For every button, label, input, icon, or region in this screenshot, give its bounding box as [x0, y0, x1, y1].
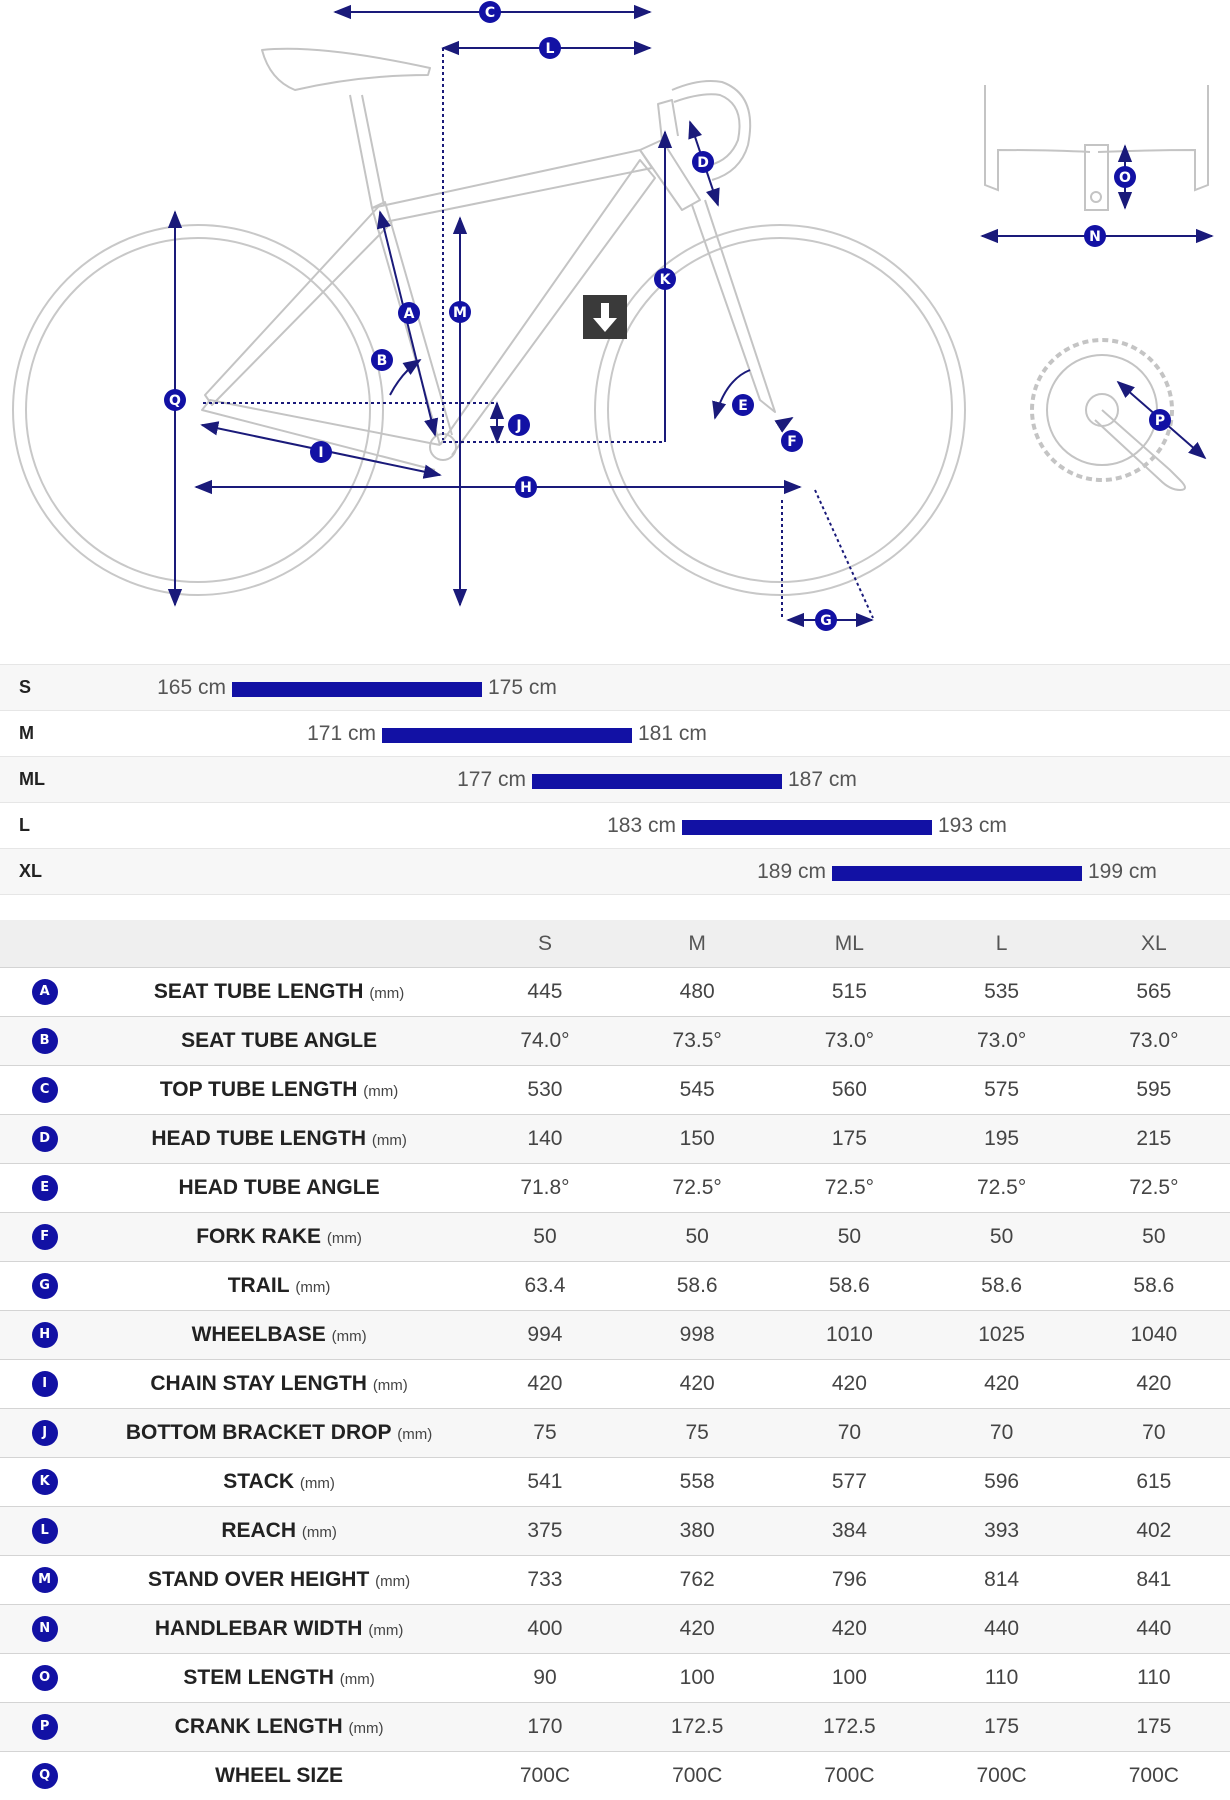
row-badge-cell [0, 1458, 89, 1507]
column-header: ML [773, 920, 925, 968]
measurement-unit: (mm) [368, 1622, 404, 1639]
height-row-size: ML [19, 769, 45, 789]
badge-k [654, 268, 676, 290]
svg-text:M: M [453, 305, 467, 321]
height-max-label: 181 cm [638, 722, 707, 745]
value-cell: 375 [469, 1507, 621, 1556]
badge-i [310, 441, 332, 463]
measurement-badge: I [32, 1371, 58, 1397]
svg-text:H: H [520, 480, 532, 496]
measurement-badge: F [32, 1224, 58, 1250]
value-cell: 50 [469, 1213, 621, 1262]
height-max-label: 187 cm [788, 768, 857, 791]
value-cell: 1025 [926, 1311, 1078, 1360]
value-cell: 140 [469, 1115, 621, 1164]
row-name-cell [89, 1703, 469, 1752]
measurement-name: TOP TUBE LENGTH [159, 1078, 358, 1101]
height-min-label: 183 cm [607, 814, 676, 837]
value-cell: 58.6 [773, 1262, 925, 1311]
front-wheel [595, 225, 965, 595]
download-button[interactable] [583, 295, 627, 339]
value-cell: 615 [1078, 1458, 1230, 1507]
table-row [0, 1213, 1230, 1262]
measurement-badge: P [32, 1714, 58, 1740]
measurement-badge: H [32, 1322, 58, 1348]
badge-j [508, 414, 530, 436]
measurement-unit: (mm) [339, 1671, 375, 1688]
svg-text:J: J [516, 418, 522, 434]
badge-p [1149, 409, 1171, 431]
svg-text:C: C [484, 5, 496, 21]
badge-o [1114, 166, 1136, 188]
row-badge-cell [0, 1409, 89, 1458]
table-row [0, 968, 1230, 1017]
measurement-name: TRAIL [227, 1274, 290, 1297]
height-range-bar [532, 774, 782, 789]
table-row [0, 1507, 1230, 1556]
value-cell: 73.0° [773, 1017, 925, 1066]
height-row [0, 848, 1230, 895]
height-row [0, 756, 1230, 802]
table-row [0, 1360, 1230, 1409]
value-cell: 58.6 [926, 1262, 1078, 1311]
rear-wheel [13, 225, 383, 595]
value-cell: 535 [926, 968, 1078, 1017]
value-cell: 70 [926, 1409, 1078, 1458]
value-cell: 596 [926, 1458, 1078, 1507]
measurement-name: STAND OVER HEIGHT [148, 1568, 370, 1591]
value-cell: 420 [1078, 1360, 1230, 1409]
badge-f [781, 430, 803, 452]
value-cell: 998 [621, 1311, 773, 1360]
badge-n [1084, 225, 1106, 247]
height-row [0, 710, 1230, 756]
row-badge-cell [0, 1360, 89, 1409]
value-cell: 560 [773, 1066, 925, 1115]
value-cell: 70 [1078, 1409, 1230, 1458]
value-cell: 814 [926, 1556, 1078, 1605]
handlebar-inset [985, 85, 1208, 210]
measurement-badge: C [32, 1077, 58, 1103]
value-cell: 393 [926, 1507, 1078, 1556]
measurement-unit: (mm) [301, 1524, 337, 1541]
height-min-label: 171 cm [307, 722, 376, 745]
measurement-unit: (mm) [295, 1279, 331, 1296]
svg-text:P: P [1154, 413, 1166, 429]
column-header: S [469, 920, 621, 968]
badge-q [164, 389, 186, 411]
value-cell: 50 [773, 1213, 925, 1262]
row-name-cell [89, 968, 469, 1017]
value-cell: 110 [1078, 1654, 1230, 1703]
measurement-name: SEAT TUBE ANGLE [181, 1029, 378, 1052]
value-cell: 73.0° [926, 1017, 1078, 1066]
height-min-label: 177 cm [457, 768, 526, 791]
row-name-cell [89, 1752, 469, 1800]
measurement-name: HEAD TUBE LENGTH [151, 1127, 366, 1150]
value-cell: 700C [469, 1752, 621, 1800]
row-badge-cell [0, 1066, 89, 1115]
measurement-name: SEAT TUBE LENGTH [153, 980, 364, 1003]
value-cell: 420 [621, 1360, 773, 1409]
table-row [0, 1311, 1230, 1360]
value-cell: 700C [1078, 1752, 1230, 1800]
value-cell: 71.8° [469, 1164, 621, 1213]
value-cell: 796 [773, 1556, 925, 1605]
value-cell: 110 [926, 1654, 1078, 1703]
row-badge-cell [0, 1703, 89, 1752]
value-cell: 215 [1078, 1115, 1230, 1164]
badge-m [449, 301, 471, 323]
value-cell: 420 [469, 1360, 621, 1409]
table-row [0, 1654, 1230, 1703]
svg-text:K: K [659, 272, 671, 288]
bike-geometry-diagram [0, 0, 1230, 660]
measurement-name: STEM LENGTH [183, 1666, 334, 1689]
row-name-cell [89, 1115, 469, 1164]
height-max-label: 175 cm [488, 676, 557, 699]
row-badge-cell [0, 1752, 89, 1800]
row-name-cell [89, 1654, 469, 1703]
value-cell: 420 [621, 1605, 773, 1654]
value-cell: 75 [621, 1409, 773, 1458]
row-badge-cell [0, 1507, 89, 1556]
svg-text:I: I [318, 445, 324, 461]
row-badge-cell [0, 1017, 89, 1066]
value-cell: 420 [926, 1360, 1078, 1409]
svg-text:G: G [820, 613, 832, 629]
value-cell: 175 [926, 1703, 1078, 1752]
value-cell: 50 [1078, 1213, 1230, 1262]
value-cell: 72.5° [621, 1164, 773, 1213]
measurement-name: FORK RAKE [196, 1225, 322, 1248]
value-cell: 541 [469, 1458, 621, 1507]
measurement-name: HEAD TUBE ANGLE [178, 1176, 380, 1199]
measurement-badge: J [32, 1420, 58, 1446]
measurement-name: CRANK LENGTH [174, 1715, 343, 1738]
value-cell: 762 [621, 1556, 773, 1605]
value-cell: 994 [469, 1311, 621, 1360]
svg-text:Q: Q [169, 393, 181, 409]
value-cell: 75 [469, 1409, 621, 1458]
value-cell: 420 [773, 1605, 925, 1654]
header-blank [0, 920, 89, 968]
table-row [0, 1066, 1230, 1115]
height-max-label: 199 cm [1088, 860, 1157, 883]
height-min-label: 189 cm [757, 860, 826, 883]
row-name-cell [89, 1262, 469, 1311]
height-row [0, 664, 1230, 710]
row-name-cell [89, 1017, 469, 1066]
value-cell: 195 [926, 1115, 1078, 1164]
height-row-size: XL [19, 861, 43, 881]
measurement-unit: (mm) [371, 1132, 407, 1149]
measurement-badge: N [32, 1616, 58, 1642]
row-name-cell [89, 1360, 469, 1409]
svg-text:A: A [403, 306, 415, 322]
measurement-badge: O [32, 1665, 58, 1691]
row-badge-cell [0, 1213, 89, 1262]
measurement-unit: (mm) [299, 1475, 335, 1492]
value-cell: 558 [621, 1458, 773, 1507]
row-badge-cell [0, 1605, 89, 1654]
value-cell: 74.0° [469, 1017, 621, 1066]
value-cell: 172.5 [621, 1703, 773, 1752]
value-cell: 172.5 [773, 1703, 925, 1752]
row-badge-cell [0, 1115, 89, 1164]
table-header-row [0, 920, 1230, 968]
column-header: M [621, 920, 773, 968]
value-cell: 445 [469, 968, 621, 1017]
bike-frame [202, 49, 775, 470]
value-cell: 841 [1078, 1556, 1230, 1605]
table-row [0, 1115, 1230, 1164]
measurement-unit: (mm) [348, 1720, 384, 1737]
column-header: L [926, 920, 1078, 968]
measurement-name: WHEEL SIZE [215, 1764, 344, 1787]
measurement-badge: G [32, 1273, 58, 1299]
svg-text:L: L [545, 41, 555, 57]
value-cell: 170 [469, 1703, 621, 1752]
value-cell: 440 [926, 1605, 1078, 1654]
table-row [0, 1262, 1230, 1311]
row-name-cell [89, 1458, 469, 1507]
badge-a [398, 302, 420, 324]
value-cell: 72.5° [1078, 1164, 1230, 1213]
value-cell: 420 [773, 1360, 925, 1409]
measurement-name: STACK [223, 1470, 295, 1493]
row-badge-cell [0, 1311, 89, 1360]
value-cell: 700C [926, 1752, 1078, 1800]
height-row-size: L [19, 815, 30, 835]
row-name-cell [89, 1507, 469, 1556]
value-cell: 440 [1078, 1605, 1230, 1654]
svg-text:O: O [1119, 170, 1131, 186]
value-cell: 1040 [1078, 1311, 1230, 1360]
measurement-unit: (mm) [331, 1328, 367, 1345]
row-badge-cell [0, 1164, 89, 1213]
table-row [0, 1458, 1230, 1507]
row-name-cell [89, 1164, 469, 1213]
value-cell: 565 [1078, 968, 1230, 1017]
value-cell: 73.0° [1078, 1017, 1230, 1066]
row-badge-cell [0, 1262, 89, 1311]
measurement-name: WHEELBASE [191, 1323, 326, 1346]
badge-l [539, 37, 561, 59]
value-cell: 1010 [773, 1311, 925, 1360]
table-row [0, 1164, 1230, 1213]
value-cell: 175 [1078, 1703, 1230, 1752]
badge-c [479, 1, 501, 23]
table-row [0, 1017, 1230, 1066]
height-range-bar [682, 820, 932, 835]
value-cell: 480 [621, 968, 773, 1017]
row-name-cell [89, 1213, 469, 1262]
measurement-unit: (mm) [397, 1426, 433, 1443]
measurement-badge: Q [32, 1763, 58, 1789]
value-cell: 384 [773, 1507, 925, 1556]
value-cell: 577 [773, 1458, 925, 1507]
measurement-unit: (mm) [326, 1230, 362, 1247]
rider-height-chart [0, 664, 1230, 895]
measurement-unit: (mm) [363, 1083, 399, 1100]
value-cell: 58.6 [1078, 1262, 1230, 1311]
value-cell: 90 [469, 1654, 621, 1703]
svg-text:D: D [697, 155, 709, 171]
badge-h [515, 476, 537, 498]
measurement-badge: A [32, 979, 58, 1005]
value-cell: 100 [621, 1654, 773, 1703]
value-cell: 380 [621, 1507, 773, 1556]
table-row [0, 1409, 1230, 1458]
height-row-size: M [19, 723, 34, 743]
measurement-unit: (mm) [369, 985, 405, 1002]
value-cell: 175 [773, 1115, 925, 1164]
value-cell: 150 [621, 1115, 773, 1164]
measurement-name: BOTTOM BRACKET DROP [125, 1421, 392, 1444]
value-cell: 100 [773, 1654, 925, 1703]
measurement-lines [175, 12, 1212, 620]
measurement-unit: (mm) [375, 1573, 411, 1590]
value-cell: 58.6 [621, 1262, 773, 1311]
measurement-badge: M [32, 1567, 58, 1593]
measurement-badge: D [32, 1126, 58, 1152]
row-name-cell [89, 1311, 469, 1360]
value-cell: 515 [773, 968, 925, 1017]
value-cell: 70 [773, 1409, 925, 1458]
geometry-table [0, 920, 1230, 1800]
value-cell: 73.5° [621, 1017, 773, 1066]
value-cell: 575 [926, 1066, 1078, 1115]
row-name-cell [89, 1409, 469, 1458]
value-cell: 530 [469, 1066, 621, 1115]
measurement-badge: K [32, 1469, 58, 1495]
value-cell: 700C [773, 1752, 925, 1800]
value-cell: 733 [469, 1556, 621, 1605]
value-cell: 63.4 [469, 1262, 621, 1311]
value-cell: 595 [1078, 1066, 1230, 1115]
value-cell: 400 [469, 1605, 621, 1654]
row-name-cell [89, 1556, 469, 1605]
table-row [0, 1703, 1230, 1752]
value-cell: 72.5° [926, 1164, 1078, 1213]
measurement-name: REACH [221, 1519, 296, 1542]
row-name-cell [89, 1066, 469, 1115]
svg-text:E: E [738, 398, 748, 414]
measurement-unit: (mm) [372, 1377, 408, 1394]
badge-g [815, 609, 837, 631]
height-range-bar [232, 682, 482, 697]
measurement-name: HANDLEBAR WIDTH [154, 1617, 363, 1640]
row-name-cell [89, 1605, 469, 1654]
svg-text:F: F [787, 434, 797, 450]
table-row [0, 1605, 1230, 1654]
badge-d [692, 151, 714, 173]
svg-text:B: B [376, 353, 388, 369]
row-badge-cell [0, 1556, 89, 1605]
table-row [0, 1556, 1230, 1605]
measurement-badge: E [32, 1175, 58, 1201]
height-row [0, 802, 1230, 848]
value-cell: 50 [926, 1213, 1078, 1262]
badge-b [371, 349, 393, 371]
value-cell: 700C [621, 1752, 773, 1800]
measurement-badge: L [32, 1518, 58, 1544]
row-badge-cell [0, 968, 89, 1017]
header-blank [89, 920, 469, 968]
height-min-label: 165 cm [157, 676, 226, 699]
height-range-bar [832, 866, 1082, 881]
measurement-name: CHAIN STAY LENGTH [150, 1372, 367, 1395]
measurement-badge: B [32, 1028, 58, 1054]
row-badge-cell [0, 1654, 89, 1703]
table-row [0, 1752, 1230, 1800]
value-cell: 50 [621, 1213, 773, 1262]
value-cell: 545 [621, 1066, 773, 1115]
height-row-size: S [19, 677, 32, 697]
height-max-label: 193 cm [938, 814, 1007, 837]
value-cell: 402 [1078, 1507, 1230, 1556]
value-cell: 72.5° [773, 1164, 925, 1213]
svg-text:N: N [1089, 229, 1101, 245]
height-range-bar [382, 728, 632, 743]
badge-e [732, 394, 754, 416]
column-header: XL [1078, 920, 1230, 968]
